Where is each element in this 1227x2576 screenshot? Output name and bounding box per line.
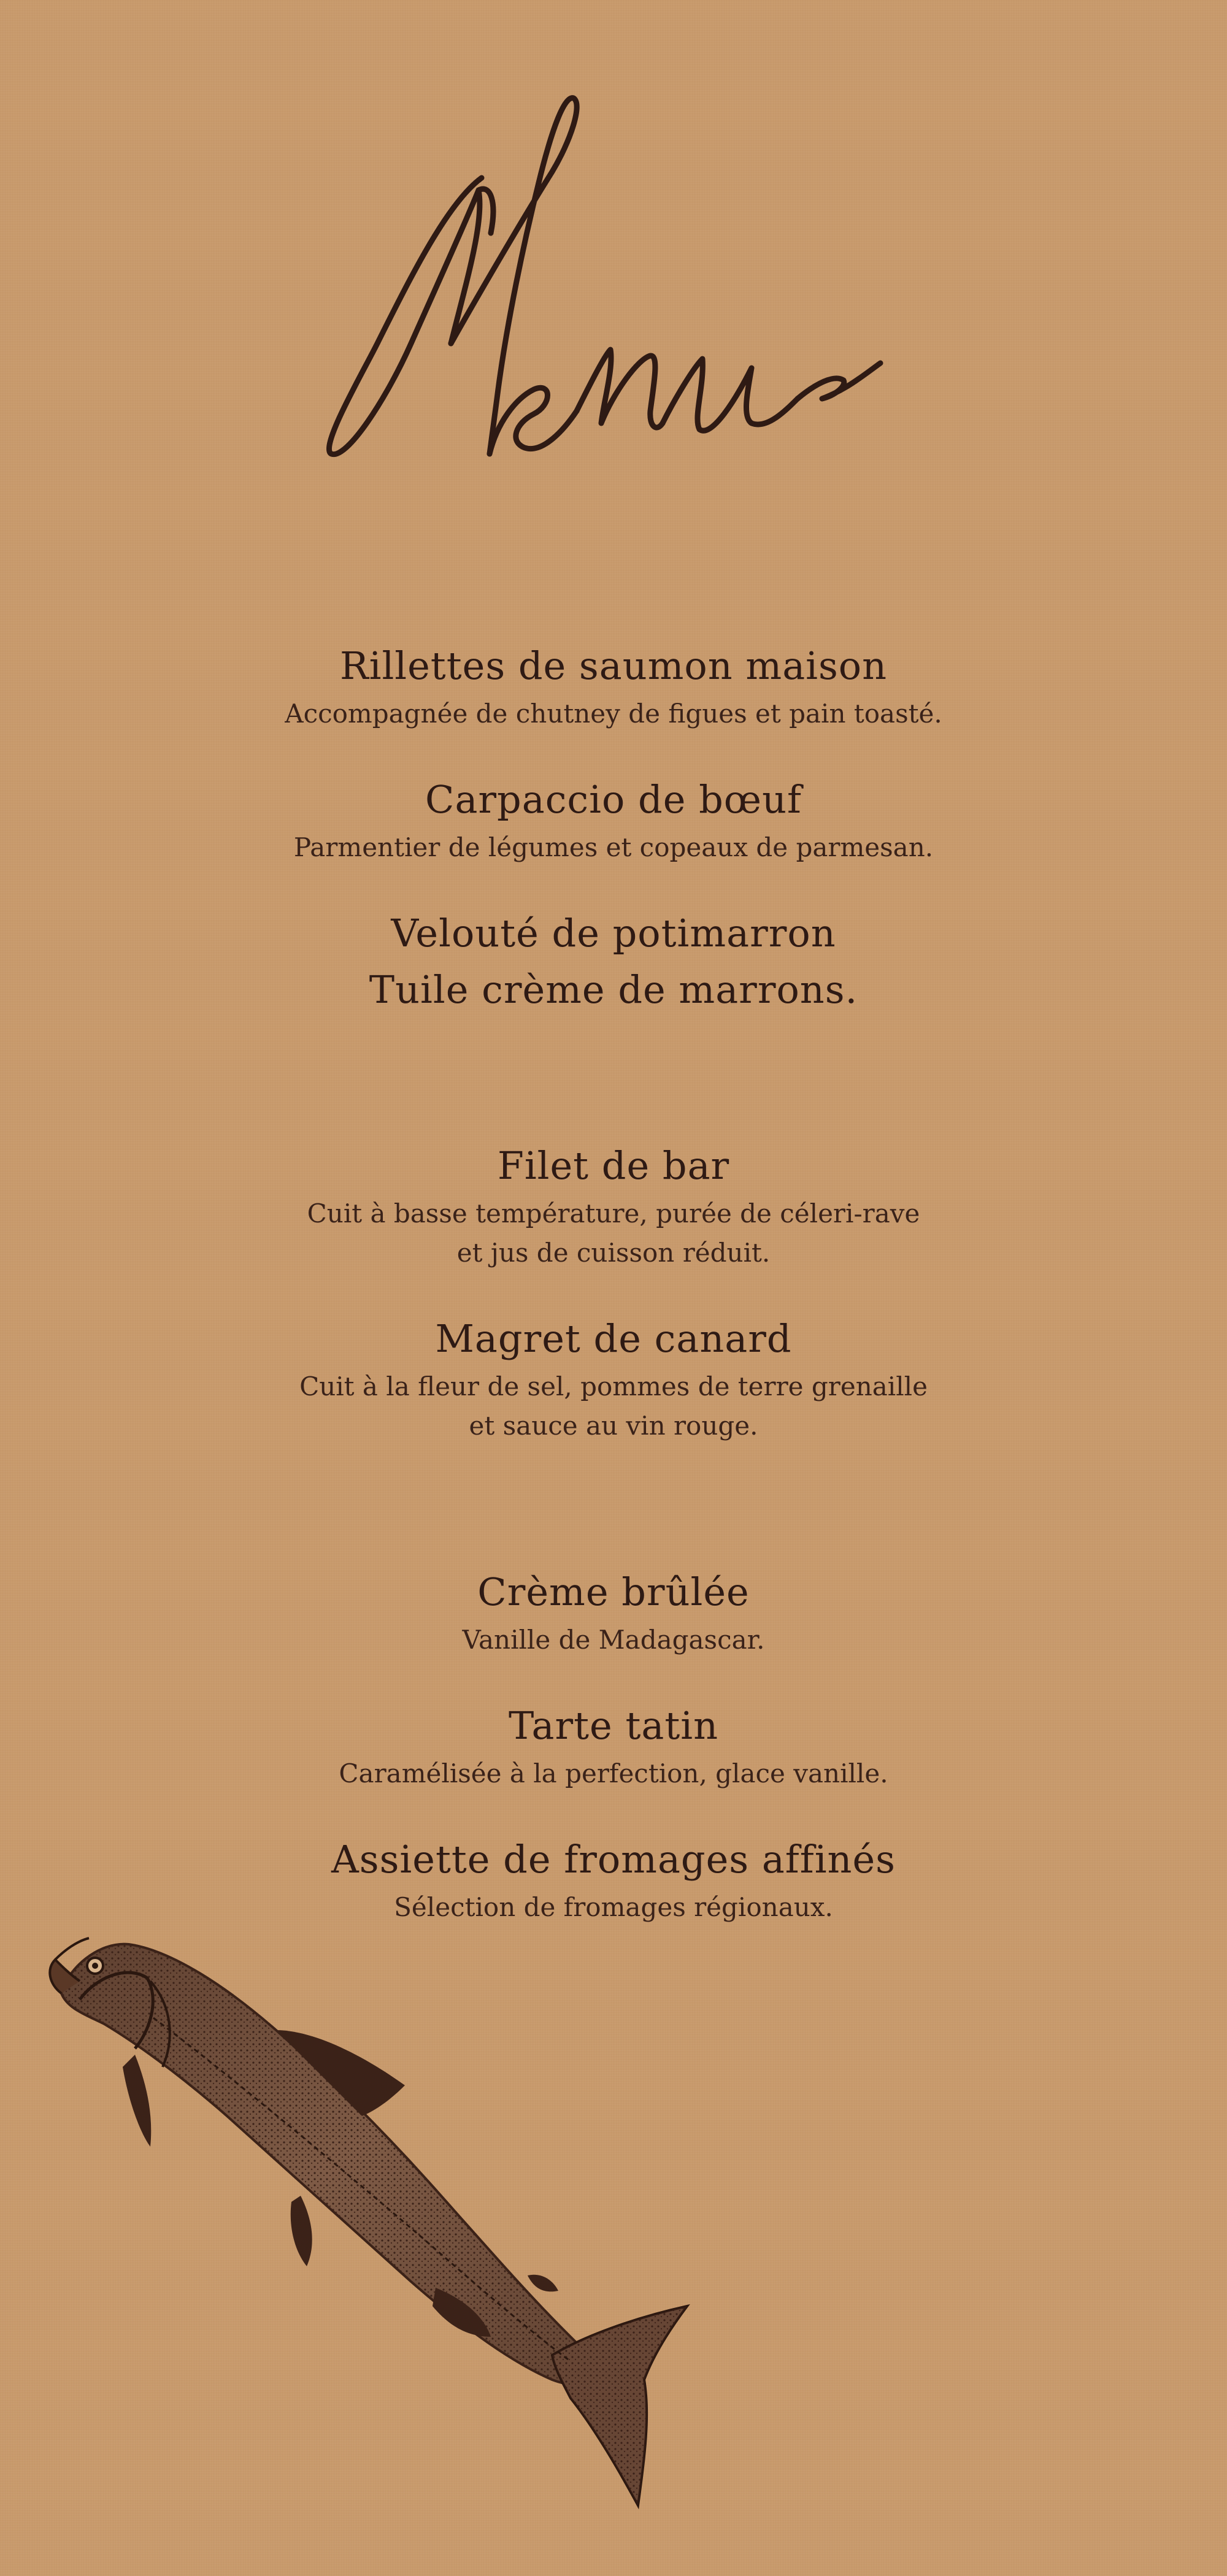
- dish-description: Vanille de Madagascar.: [462, 1625, 765, 1655]
- dish-description: Caramélisée à la perfection, glace vanille.: [339, 1758, 888, 1788]
- menu-handwriting: [294, 80, 908, 478]
- dish-name: Magret de canard: [435, 1316, 792, 1361]
- dish-item: [0, 1311, 1227, 1446]
- menu-section-starters: [0, 638, 1227, 1018]
- dish-name: Assiette de fromages affinés: [331, 1837, 896, 1882]
- dish-name-line2: Tuile crème de marrons.: [369, 967, 858, 1012]
- dish-name: Filet de bar: [497, 1143, 730, 1188]
- dish-description: Accompagnée de chutney de figues et pain toasté.: [285, 699, 942, 729]
- dish-description: Sélection de fromages régionaux.: [394, 1892, 833, 1922]
- dish-description: Parmentier de légumes et copeaux de parmesan.: [293, 832, 934, 862]
- dish-item: [0, 772, 1227, 867]
- dish-name: Crème brûlée: [477, 1570, 750, 1614]
- dish-description-line2: et jus de cuisson réduit.: [456, 1238, 771, 1268]
- dish-item: [0, 638, 1227, 734]
- dish-item: [0, 1698, 1227, 1793]
- dish-item: [0, 1564, 1227, 1660]
- dish-description: Cuit à basse température, purée de céleri-rave: [307, 1198, 920, 1229]
- dish-item: [0, 1138, 1227, 1273]
- dish-name: Tarte tatin: [508, 1703, 718, 1748]
- menu-section-mains: [0, 1138, 1227, 1446]
- menu-section-desserts: [0, 1564, 1227, 1927]
- dish-name: Carpaccio de bœuf: [425, 777, 802, 822]
- dish-name: Velouté de potimarron: [391, 911, 836, 956]
- dish-item: [0, 905, 1227, 1018]
- menu-title-script: [294, 80, 908, 478]
- fish-icon: [43, 1932, 779, 2527]
- dish-item: [0, 1831, 1227, 1927]
- dish-name: Rillettes de saumon maison: [339, 643, 888, 688]
- salmon-illustration: [43, 1932, 779, 2527]
- dish-description: Cuit à la fleur de sel, pommes de terre grenaille: [299, 1371, 928, 1401]
- dish-description-line2: et sauce au vin rouge.: [469, 1411, 758, 1441]
